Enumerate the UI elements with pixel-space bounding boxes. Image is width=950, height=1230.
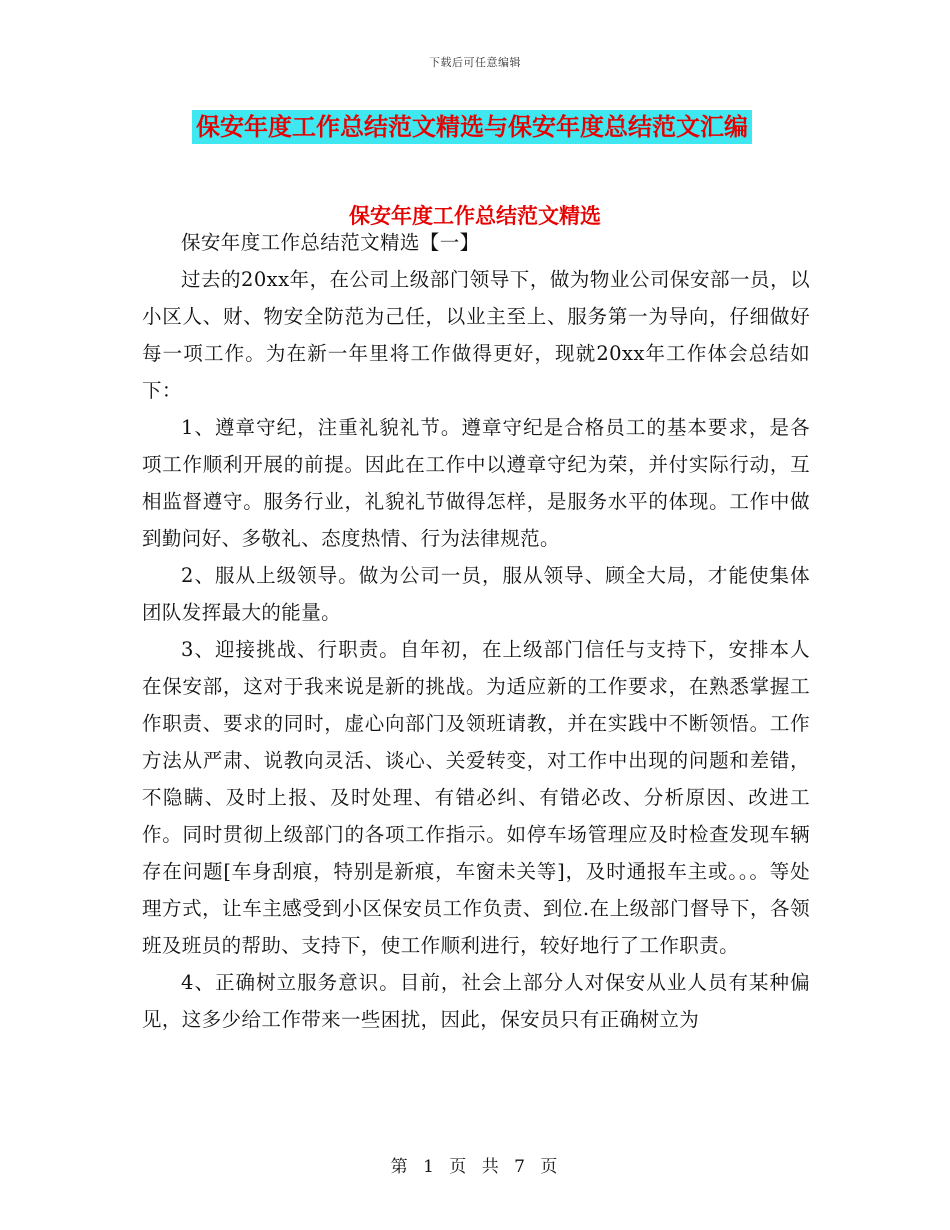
paragraph-intro: 过去的20xx年，在公司上级部门领导下，做为物业公司保安部一员，以小区人、财、物安全防范为己任，以业主至上、服务第一为导向，仔细做好每一项工作。为在新一年里将工作做得更好，现就20xx年工作体会总结如下： [142,268,810,402]
paragraph-item-2: 2、服从上级领导。做为公司一员，服从领导、顾全大局，才能使集体团队发挥最大的能量。 [142,564,810,624]
page-footer: 第 1 页 共 7 页 [390,1157,560,1177]
paragraph-subtitle: 保安年度工作总结范文精选【一】 [181,231,480,254]
body-text [142,224,810,1038]
paragraph-item-1: 1、遵章守纪，注重礼貌礼节。遵章守纪是合格员工的基本要求，是各项工作顺利开展的前提。因此在工作中以遵章守纪为荣，并付实际行动，互相监督遵守。服务行业，礼貌礼节做得怎样，是服务水平的体现。工作中做到勤问好、多敬礼、态度热情、行为法律规范。 [142,416,810,550]
paragraph-item-3: 3、迎接挑战、行职责。自年初，在上级部门信任与支持下，安排本人在保安部，这对于我来说是新的挑战。为适应新的工作要求，在熟悉掌握工作职责、要求的同时，虚心向部门及领班请教，并在实践中不断领悟。工作方法从严肃、说教向灵活、谈心、关爱转变，对工作中出现的问题和差错，不隐瞒、及时上报、及时处理、有错必纠、有错必改、分析原因、改进工作。同时贯彻上级部门的各项工作指示。如停车场管理应及时检查发现车辆存在问题[车身刮痕，特别是新痕，车窗未关等]，及时通报车主或。。。等处理方式，让车主感受到小区保安员工作负责、到位.在上级部门督导下，各领班及班员的帮助、支持下，使工作顺利进行，较好地行了工作职责。 [142,638,810,957]
paragraph-item-4: 4、正确树立服务意识。目前，社会上部分人对保安从业人员有某种偏见，这多少给工作带来一些困扰，因此，保安员只有正确树立为 [142,971,810,1031]
main-title: 保安年度工作总结范文精选与保安年度总结范文汇编 [192,110,752,144]
section-title: 保安年度工作总结范文精选 [349,203,601,228]
header-note: 下载后可任意编辑 [429,56,521,69]
